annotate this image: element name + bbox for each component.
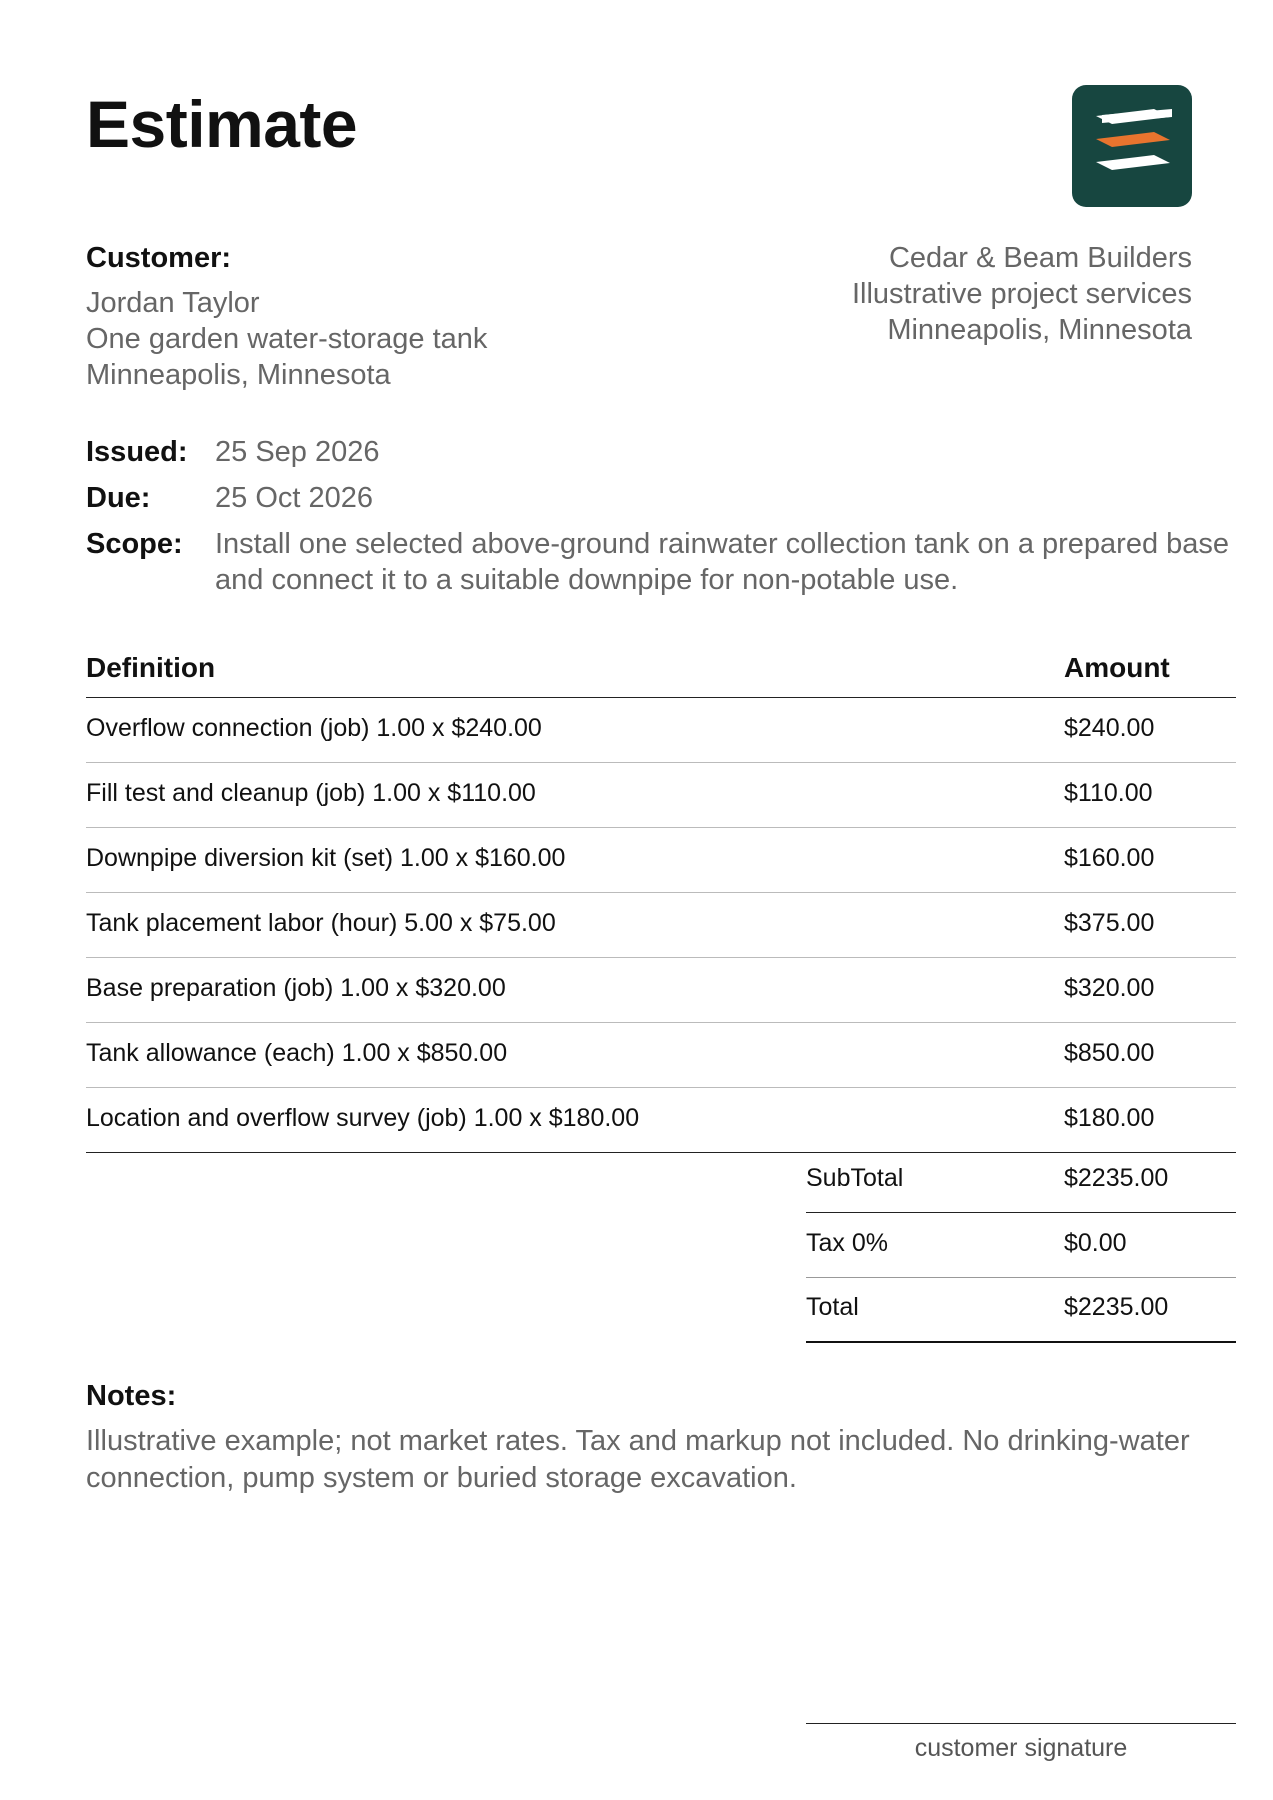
customer-name: Jordan Taylor <box>86 287 260 319</box>
notes-text: Illustrative example; not market rates. Tax and markup not included. No drinking-water connection, pump system or buried storage excavation. <box>86 1425 1190 1494</box>
amount-column-header: Amount <box>1064 652 1170 683</box>
total-row <box>806 1278 1236 1343</box>
item-amount: $110.00 <box>1064 778 1153 807</box>
line-items-table <box>86 652 1236 1153</box>
item-amount: $160.00 <box>1064 843 1155 872</box>
table-row <box>86 763 1236 828</box>
item-definition: Base preparation (job) 1.00 x $320.00 <box>86 973 506 1002</box>
company-tagline: Illustrative project services <box>851 278 1192 310</box>
due-date: 25 Oct 2026 <box>215 482 373 514</box>
definition-column-header: Definition <box>86 652 216 683</box>
issued-label: Issued: <box>86 436 188 468</box>
total-label: Total <box>806 1293 859 1321</box>
customer-project: One garden water-storage tank <box>86 323 488 355</box>
table-header <box>86 652 1236 698</box>
company-name: Cedar & Beam Builders <box>888 242 1192 274</box>
customer-block <box>86 240 487 393</box>
subtotal-value: $2235.00 <box>1064 1163 1169 1192</box>
item-definition: Fill test and cleanup (job) 1.00 x $110.00 <box>86 778 536 807</box>
subtotal-label: SubTotal <box>806 1163 904 1192</box>
customer-signature-line: customer signature <box>806 1723 1236 1763</box>
issued-date: 25 Sep 2026 <box>215 436 380 468</box>
item-definition: Tank allowance (each) 1.00 x $850.00 <box>86 1038 508 1067</box>
customer-location: Minneapolis, Minnesota <box>86 359 391 391</box>
table-row <box>86 958 1236 1023</box>
scope-row <box>86 526 1246 598</box>
totals-block <box>806 1148 1236 1343</box>
notes-block <box>86 1378 1236 1497</box>
company-block <box>852 240 1192 348</box>
table-row <box>86 698 1236 763</box>
item-amount: $240.00 <box>1064 713 1155 742</box>
tax-row <box>806 1213 1236 1278</box>
item-definition: Tank placement labor (hour) 5.00 x $75.00 <box>86 908 556 937</box>
tax-label: Tax 0% <box>806 1228 888 1257</box>
subtotal-row <box>806 1148 1236 1213</box>
total-value: $2235.00 <box>1064 1293 1169 1321</box>
due-label: Due: <box>86 482 151 514</box>
table-row <box>86 828 1236 893</box>
company-location: Minneapolis, Minnesota <box>887 314 1192 346</box>
item-definition: Overflow connection (job) 1.00 x $240.00 <box>86 713 542 742</box>
item-amount: $850.00 <box>1064 1038 1155 1067</box>
page-title: Estimate <box>86 87 358 161</box>
estimate-meta <box>86 434 1246 608</box>
table-row <box>86 1023 1236 1088</box>
customer-label: Customer: <box>86 242 232 274</box>
scope-label: Scope: <box>86 528 183 560</box>
due-row <box>86 480 1246 516</box>
issued-row <box>86 434 1246 470</box>
item-amount: $320.00 <box>1064 973 1155 1002</box>
item-definition: Location and overflow survey (job) 1.00 x $180.00 <box>86 1103 640 1132</box>
notes-label: Notes: <box>86 1380 177 1412</box>
item-amount: $375.00 <box>1064 908 1155 937</box>
tax-value: $0.00 <box>1064 1228 1127 1257</box>
item-definition: Downpipe diversion kit (set) 1.00 x $160.00 <box>86 843 566 872</box>
stacked-planks-logo-icon <box>1072 85 1192 207</box>
table-row <box>86 893 1236 958</box>
item-amount: $180.00 <box>1064 1103 1155 1132</box>
scope-text: Install one selected above-ground rainwater collection tank on a prepared base and connect it to a suitable downpipe for non-potable use. <box>215 528 1230 596</box>
table-row <box>86 1088 1236 1153</box>
